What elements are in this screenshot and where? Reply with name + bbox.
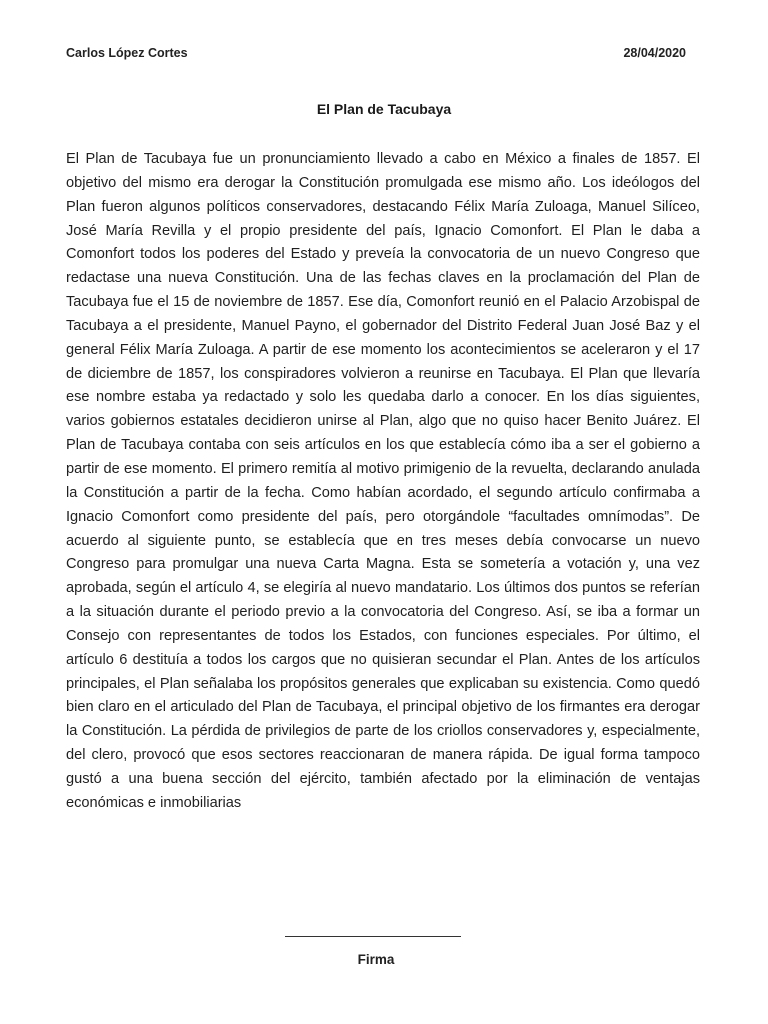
signature-label: Firma xyxy=(357,952,395,967)
body-paragraph: El Plan de Tacubaya fue un pronunciamiento llevado a cabo en México a finales de 1857. El objetivo del mismo era derogar la Constitución promulgada ese mismo año. Los ideólogos del Plan fueron algunos políticos conservadores, destacando Félix María Zuloaga, Manuel Silíceo, José María Revilla y el propio presidente del país, Ignacio Comonfort. El Plan le daba a Comonfort todos los poderes del Estado y preveía la convocatoria de un nuevo Congreso que redactase una nueva Constitución. Una de las fechas claves en la proclamación del Plan de Tacubaya fue el 15 de noviembre de 1857. Ese día, Comonfort reunió en el Palacio Arzobispal de Tacubaya a el presidente, Manuel Payno, el gobernador del Distrito Federal Juan José Baz y el general Félix María Zuloaga. A partir de ese momento los acontecimientos se aceleraron y el 17 de diciembre de 1857, los conspiradores volvieron a reunirse en Tacubaya. El Plan que llevaría ese nombre estaba ya redactado y solo les quedaba darlo a conocer. En los días siguientes, varios gobiernos estatales decidieron unirse al Plan, algo que no quiso hacer Benito Juárez. El Plan de Tacubaya contaba con seis artículos en los que establecía cómo iba a ser el gobierno a partir de ese momento. El primero remitía al motivo primigenio de la revuelta, declarando anulada la Constitución a partir de la fecha. Como habían acordado, el segundo artículo confirmaba a Ignacio Comonfort como presidente del país, pero otorgándole “facultades omnímodas”. De acuerdo al siguiente punto, se establecía que en tres meses debía convocarse un nuevo Congreso para promulgar una nueva Carta Magna. Esta se sometería a votación y, una vez aprobada, según el artículo 4, se elegiría al nuevo mandatario. Los últimos dos puntos se referían a la situación durante el periodo previo a la convocatoria del Congreso. Así, se iba a formar un Consejo con representantes de todos los Estados, con funciones especiales. Por último, el artículo 6 destituía a todos los cargos que no quisieran secundar el Plan. Antes de los artículos principales, el Plan señalaba los propósitos generales que explicaban su existencia. Como quedó bien claro en el articulado del Plan de Tacubaya, el principal objetivo de los firmantes era derogar la Constitución. La pérdida de privilegios de parte de los criollos conservadores y, especialmente, del clero, provocó que esos sectores reaccionaran de manera rápida. De igual forma tampoco gustó a una buena sección del ejército, también afectado por la eliminación de ventajas económicas e inmobiliarias xyxy=(66,151,700,811)
document-title: El Plan de Tacubaya xyxy=(316,101,452,117)
signature-line xyxy=(285,936,461,937)
document-header xyxy=(66,46,686,66)
document-body xyxy=(66,148,700,816)
document-date: 28/04/2020 xyxy=(623,46,686,60)
author-name: Carlos López Cortes xyxy=(66,46,188,60)
